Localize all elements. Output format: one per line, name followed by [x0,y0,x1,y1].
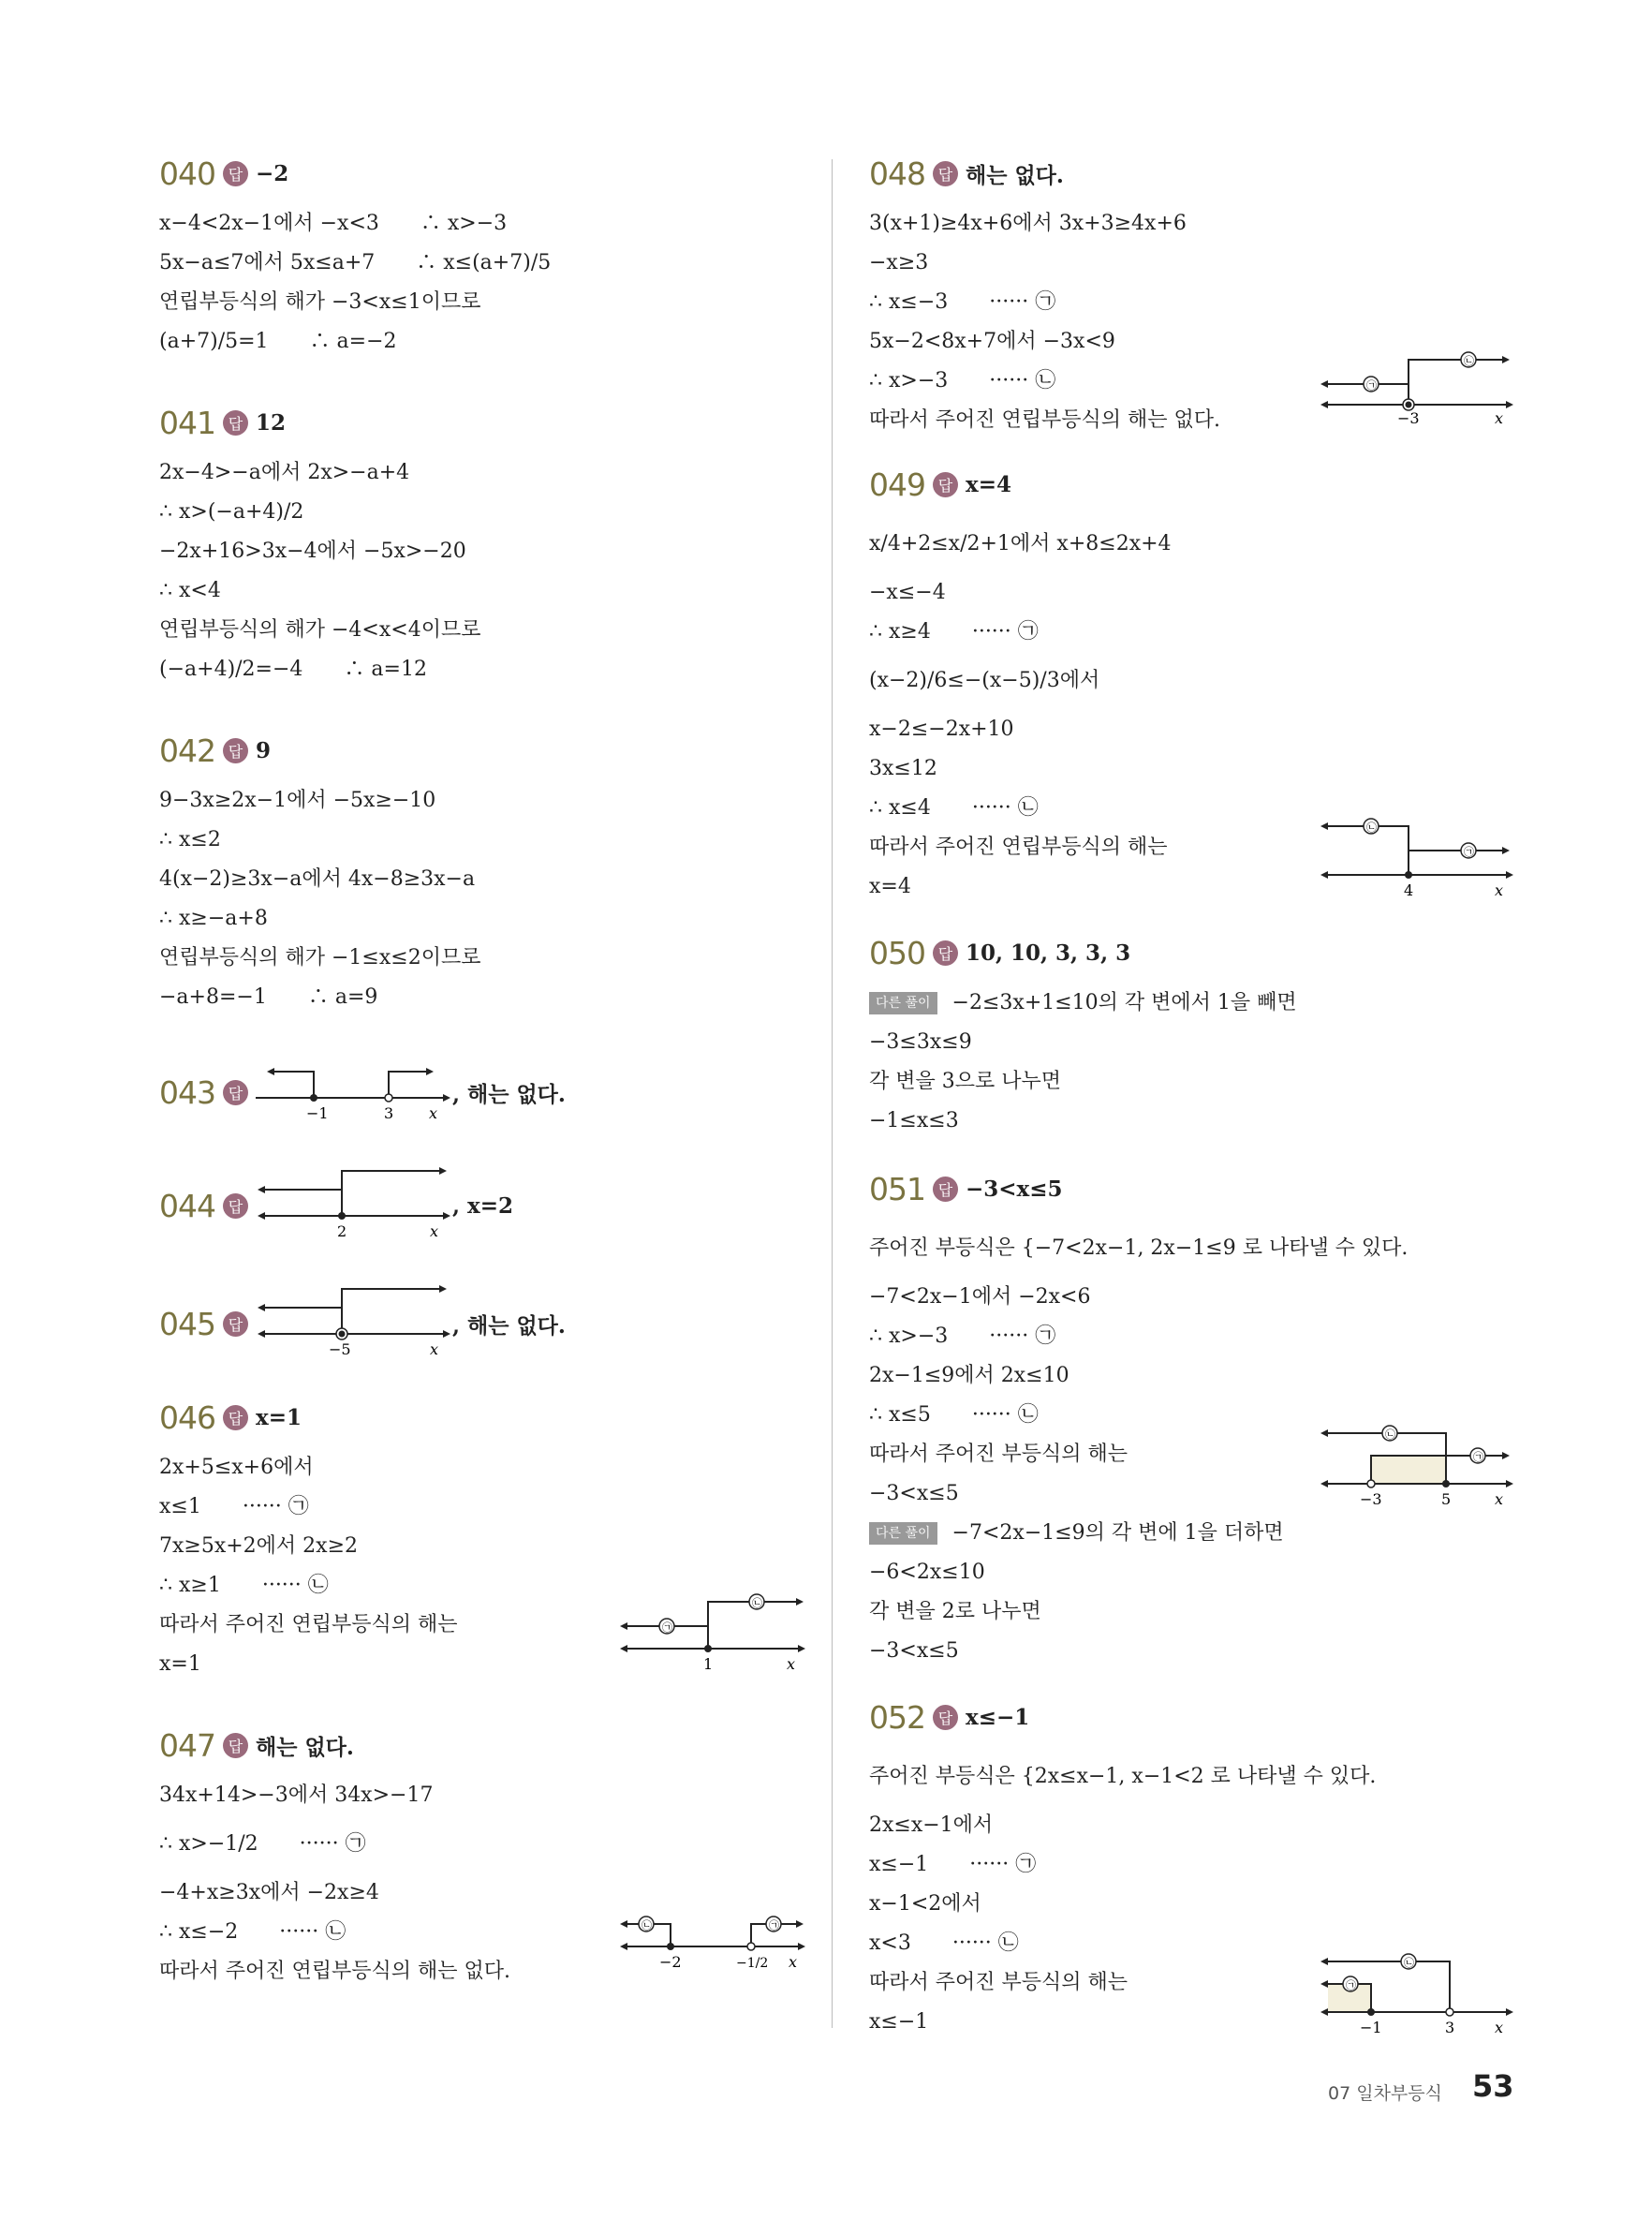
problem-046 [159,1394,805,1684]
problem-051 [869,1165,1515,1671]
tick-label: x [789,1953,798,1971]
solution-line: −2≤3x+1≤10의 각 변에서 1을 빼면 [951,991,1297,1014]
answer-badge: 답 [223,1733,248,1758]
number-line-052 [1319,1948,1515,2042]
number-line-047 [618,1888,805,1991]
answer: x=4 [966,471,1011,497]
solution-line: 3x≤12 [869,757,937,780]
problem-number: 047 [159,1726,215,1764]
solution-line: x≤−1 [869,2010,929,2034]
svg-text:㉡: ㉡ [1464,355,1474,367]
solution-line: 4(x−2)≥3x−a에서 4x−8≥3x−a [159,867,476,891]
answer: 10, 10, 3, 3, 3 [966,940,1131,966]
answer: x=1 [256,1404,302,1430]
problem-044 [159,1163,805,1248]
tick-label: 4 [1404,881,1414,899]
number-line-048 [1319,347,1515,440]
solution-line: 3(x+1)≥4x+6에서 3x+3≥4x+6 [869,212,1187,235]
svg-text:㉠: ㉠ [1473,1451,1483,1463]
solution-line: 각 변을 2로 나누면 [869,1600,1041,1623]
problem-048 [869,150,1515,440]
answer-badge: 답 [223,1405,248,1430]
answer-badge: 답 [933,940,958,966]
answer: 12 [256,409,287,436]
solution-line: 2x≤x−1에서 [869,1813,994,1837]
answer-badge: 답 [933,161,958,186]
problem-045 [159,1281,805,1366]
solution-line: x−1<2에서 [869,1892,981,1916]
number-line-044 [256,1163,452,1248]
solution-line: −7<2x−1≤9의 각 변에 1을 더하면 [951,1521,1284,1545]
solution-line: 따라서 주어진 연립부등식의 해는 [159,1613,458,1636]
answer-badge: 답 [933,1177,958,1202]
tick-label: −3 [1397,409,1420,427]
problem-number: 049 [869,466,925,503]
svg-text:㉠: ㉠ [1464,846,1474,858]
solution-line: 2x+5≤x+6에서 [159,1456,314,1479]
right-column [869,150,1515,2079]
solution-line: x<3 ······ ㉡ [869,1931,1019,1955]
tick-label: x [787,1655,796,1673]
solution-line: 각 변을 3으로 나누면 [869,1070,1061,1093]
svg-text:㉠: ㉠ [769,1919,779,1931]
solution-line: x/4+2≤x/2+1에서 x+8≤2x+4 [869,532,1172,555]
svg-text:㉡: ㉡ [752,1597,762,1609]
solution-line: (x−2)/6≤−(x−5)/3에서 [869,669,1100,692]
footer-section-title: 07 일차부등식 [1328,2083,1442,2104]
tick-label: −3 [1360,1490,1382,1508]
answer-badge: 답 [933,472,958,497]
tick-label: 2 [337,1222,347,1240]
solution-line: −x≥3 [869,251,929,274]
answer: , 해는 없다. [452,1312,566,1339]
answer-badge: 답 [223,738,248,763]
svg-text:㉡: ㉡ [1385,1428,1395,1441]
solution-line: 연립부등식의 해가 −4<x<4이므로 [159,618,481,642]
problem-number: 042 [159,732,215,769]
tick-label: x [1495,409,1504,427]
solution-line: 9−3x≥2x−1에서 −5x≥−10 [159,789,436,812]
tick-label: x [430,1340,439,1358]
problem-041 [159,399,805,689]
alt-solution-tag: 다른 풀이 [869,992,937,1014]
solution-line: −2x+16>3x−4에서 −5x>−20 [159,540,466,563]
answer: 9 [256,737,272,763]
solution-line: −4+x≥3x에서 −2x≥4 [159,1881,379,1904]
svg-text:㉡: ㉡ [1366,821,1377,834]
solution-line: 5x−a≤7에서 5x≤a+7 ∴ x≤(a+7)/5 [159,251,552,274]
number-line-049 [1319,813,1515,907]
solution-line: 연립부등식의 해가 −1≤x≤2이므로 [159,946,481,969]
answer: x≤−1 [966,1704,1030,1730]
problem-number: 046 [159,1399,215,1436]
answer-badge: 답 [933,1705,958,1730]
tick-label: 1 [703,1655,714,1673]
solution-line: −1≤x≤3 [869,1109,959,1132]
solution-line: 34x+14>−3에서 34x>−17 [159,1783,434,1807]
number-line-051 [1319,1420,1515,1514]
solution-line: 주어진 부등식은 {−7<2x−1, 2x−1≤9 로 나타낼 수 있다. [869,1236,1409,1260]
solution-line: x=4 [869,875,911,898]
column-divider [832,159,833,2028]
number-line-046 [618,1581,805,1684]
alt-solution-tag: 다른 풀이 [869,1522,937,1545]
page-number: 53 [1472,2068,1514,2104]
tick-label: −5 [329,1340,351,1358]
problem-number: 043 [159,1073,215,1111]
solution-line: 5x−2<8x+7에서 −3x<9 [869,330,1115,353]
problem-040 [159,150,805,362]
answer-badge: 답 [223,1193,248,1219]
tick-label: 5 [1441,1490,1452,1508]
solution-line: 따라서 주어진 부등식의 해는 [869,1971,1128,1994]
answer: −3<x≤5 [966,1176,1063,1202]
problem-number: 048 [869,155,925,192]
left-column [159,150,805,2029]
number-line-045 [256,1281,452,1366]
answer: 해는 없다. [966,162,1064,188]
problem-number: 052 [869,1698,925,1736]
problem-042 [159,727,805,1017]
solution-line: ∴ x≤2 [159,828,221,851]
problem-number: 050 [869,934,925,971]
solution-line: ∴ x≤−2 ······ ㉡ [159,1920,347,1944]
problem-043 [159,1055,805,1130]
tick-label: 3 [384,1104,394,1122]
solution-line: 따라서 주어진 부등식의 해는 [869,1443,1128,1466]
answer-badge: 답 [223,161,248,186]
tick-label: x [430,1222,439,1240]
tick-label: −2 [659,1953,682,1971]
solution-line: 연립부등식의 해가 −3<x≤1이므로 [159,290,481,314]
answer: , x=2 [452,1192,514,1219]
problem-049 [869,461,1515,907]
problem-052 [869,1694,1515,2042]
solution-line: 따라서 주어진 연립부등식의 해는 없다. [159,1960,510,1983]
problem-number: 051 [869,1170,925,1207]
solution-line: −7<2x−1에서 −2x<6 [869,1285,1091,1309]
solution-line: −3<x≤5 [869,1482,959,1505]
answer-badge: 답 [223,1311,248,1337]
solution-line: ∴ x>(−a+4)/2 [159,500,304,524]
solution-line: x=1 [159,1652,201,1676]
problem-number: 040 [159,155,215,192]
solution-line: −3≤3x≤9 [869,1030,972,1054]
solution-line: ∴ x≤−3 ······ ㉠ [869,290,1056,314]
solution-line: 주어진 부등식은 {2x≤x−1, x−1<2 로 나타낼 수 있다. [869,1765,1377,1788]
solution-line: −x≤−4 [869,581,946,604]
svg-text:㉡: ㉡ [642,1919,652,1931]
solution-line: 따라서 주어진 연립부등식의 해는 없다. [869,408,1220,432]
svg-text:㉡: ㉡ [1404,1957,1414,1969]
solution-line: −6<2x≤10 [869,1561,985,1584]
tick-label: x [1495,2019,1504,2036]
solution-line: 2x−4>−a에서 2x>−a+4 [159,461,410,484]
tick-label: x [1495,881,1504,899]
svg-text:㉠: ㉠ [1366,379,1377,392]
tick-label: −1 [306,1104,329,1122]
answer-badge: 답 [223,410,248,436]
solution-line: ∴ x≥4 ······ ㉠ [869,620,1039,644]
solution-line: (a+7)/5=1 ∴ a=−2 [159,330,397,353]
solution-line: 따라서 주어진 연립부등식의 해는 [869,836,1168,859]
tick-label: −1/2 [736,1956,769,1971]
svg-text:㉠: ㉠ [1346,1979,1356,1991]
solution-line: ∴ x>−3 ······ ㉠ [869,1325,1056,1348]
answer: , 해는 없다. [452,1081,566,1107]
solution-line: ∴ x<4 [159,579,221,602]
solution-line: ∴ x≥−a+8 [159,907,268,930]
solution-line: x≤−1 ······ ㉠ [869,1853,1037,1876]
answer: 해는 없다. [256,1734,354,1760]
tick-label: x [1495,1490,1504,1508]
answer-badge: 답 [223,1080,248,1105]
solution-line: ∴ x>−3 ······ ㉡ [869,369,1056,392]
tick-label: 3 [1445,2019,1455,2036]
solution-line: (−a+4)/2=−4 ∴ a=12 [159,658,427,681]
tick-label: −1 [1360,2019,1382,2036]
solution-line: 7x≥5x+2에서 2x≥2 [159,1534,359,1558]
solution-line: −a+8=−1 ∴ a=9 [159,985,378,1009]
solution-line: −3<x≤5 [869,1639,959,1663]
problem-047 [159,1722,805,1991]
tick-label: x [429,1104,438,1122]
svg-text:㉠: ㉠ [662,1621,672,1634]
number-line-043 [256,1055,452,1130]
solution-line: x−2≤−2x+10 [869,718,1014,741]
solution-line: ∴ x≤5 ······ ㉡ [869,1403,1039,1427]
problem-050 [869,929,1515,1141]
problem-number: 041 [159,404,215,441]
problem-number: 044 [159,1187,215,1224]
solution-line: x−4<2x−1에서 −x<3 ∴ x>−3 [159,212,508,235]
answer: −2 [256,160,289,186]
solution-line: ∴ x≤4 ······ ㉡ [869,796,1039,820]
solution-line: 2x−1≤9에서 2x≤10 [869,1364,1069,1387]
solution-line: ∴ x>−1/2 ······ ㉠ [159,1832,366,1856]
solution-line: ∴ x≥1 ······ ㉡ [159,1574,329,1597]
solution-line: x≤1 ······ ㉠ [159,1495,309,1518]
problem-number: 045 [159,1305,215,1342]
